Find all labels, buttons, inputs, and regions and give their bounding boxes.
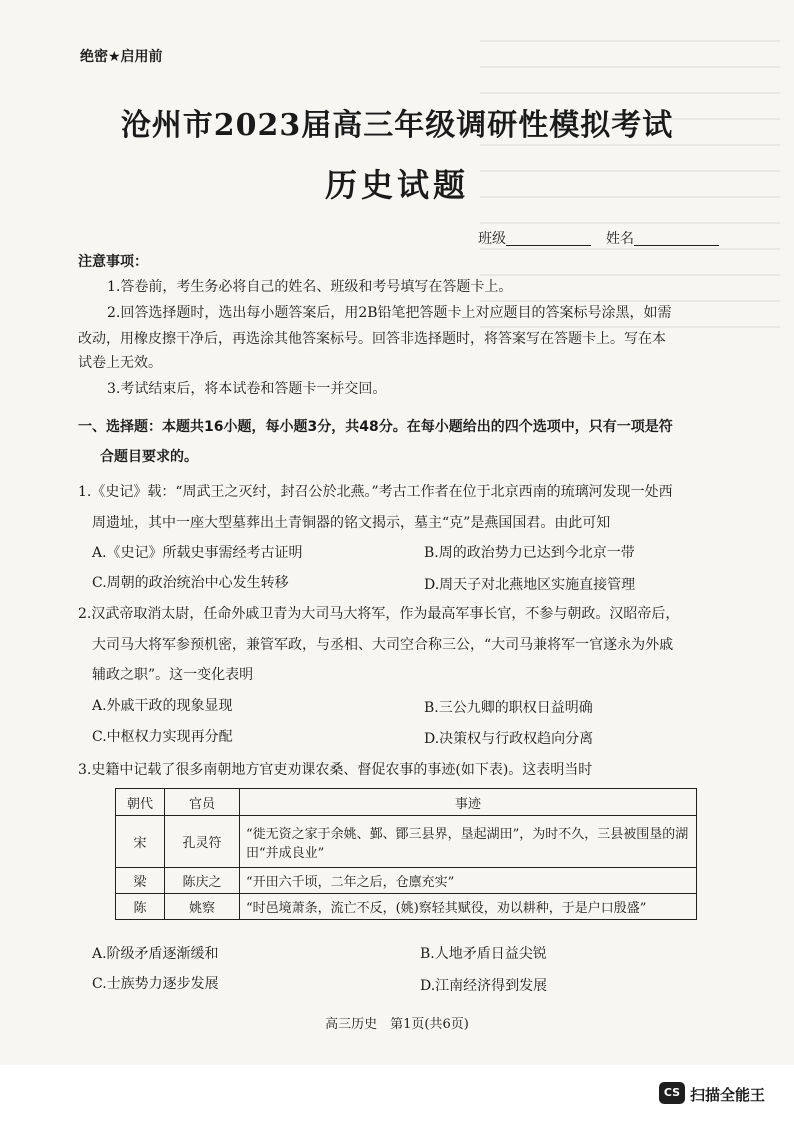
q3-option-b: B.人地矛盾日益尖锐 <box>420 946 547 962</box>
note-item: 2.回答选择题时，选出每小题答案后，用2B铅笔把答题卡上对应题目的答案标号涂黑，如需 <box>107 305 672 321</box>
q1-stem: 1.《史记》载：“周武王之灭纣，封召公於北燕。”考古工作者在位于北京西南的琉璃河发现一处西 <box>78 484 673 500</box>
q2-stem-cont: 大司马大将军参预机密，兼管军政，与丞相、大司空合称三公，“大司马兼将军一官遂永为外戚 <box>92 637 674 653</box>
q1-option-c: C.周朝的政治统治中心发生转移 <box>92 575 289 591</box>
table-header: 朝代 <box>116 789 165 816</box>
note-item: 试卷上无效。 <box>78 355 162 371</box>
q1-option-d: D.周天子对北燕地区实施直接管理 <box>424 577 636 593</box>
table-header: 官员 <box>165 789 240 816</box>
q3-stem: 3.史籍中记载了很多南朝地方官吏劝课农桑、督促农事的事迹(如下表)。这表明当时 <box>78 762 593 778</box>
section-heading: 一、选择题：本题共16小题，每小题3分，共48分。在每小题给出的四个选项中，只有一项是符 <box>78 419 673 435</box>
class-field <box>478 228 591 248</box>
class-blank <box>506 231 591 246</box>
table-row <box>116 868 697 894</box>
page-footer: 高三历史 第1页(共6页) <box>325 1017 469 1032</box>
q3-option-d: D.江南经济得到发展 <box>420 978 548 994</box>
dynasty-cell: 宋 <box>116 816 165 868</box>
dynasty-cell: 陈 <box>116 894 165 920</box>
q3-table <box>115 788 697 920</box>
deed-cell: “时邑境萧条，流亡不反，(姚)察轻其赋役，劝以耕种，于是户口殷盛” <box>240 894 697 920</box>
exam-title: 沧州市2023届高三年级调研性模拟考试 <box>120 108 674 143</box>
dynasty-cell: 梁 <box>116 868 165 894</box>
camscanner-watermark: 扫描全能王 <box>690 1086 766 1104</box>
deed-cell <box>240 816 697 868</box>
table-row <box>116 816 697 868</box>
notes-heading: 注意事项： <box>78 254 148 270</box>
deed-cell: “开田六千顷，二年之后，仓廪充实” <box>240 868 697 894</box>
q1-stem-cont: 周遗址，其中一座大型墓葬出土青铜器的铭文揭示，墓主“克”是燕国国君。由此可知 <box>92 515 611 531</box>
table-row <box>116 894 697 920</box>
table-header-row <box>116 789 697 816</box>
q2-option-a: A.外戚干政的现象显现 <box>92 698 233 714</box>
deed-line: 田“并成良业” <box>246 845 325 861</box>
class-label: 班级 <box>478 231 506 247</box>
official-cell: 孔灵符 <box>165 816 240 868</box>
q3-option-a: A.阶级矛盾逐渐缓和 <box>92 946 219 962</box>
q2-stem-cont: 辅政之职”。这一变化表明 <box>92 667 254 683</box>
name-field <box>606 228 719 248</box>
note-item: 改动，用橡皮擦干净后，再选涂其他答案标号。回答非选择题时，将答案写在答题卡上。写在本 <box>78 331 666 347</box>
q2-option-b: B.三公九卿的职权日益明确 <box>424 700 593 716</box>
section-heading-cont: 合题目要求的。 <box>100 449 198 465</box>
subject-title: 历史试题 <box>324 166 469 204</box>
q1-option-a: A.《史记》所载史事需经考古证明 <box>92 545 303 561</box>
q2-option-c: C.中枢权力实现再分配 <box>92 729 233 745</box>
q3-option-c: C.士族势力逐步发展 <box>92 976 219 992</box>
note-item: 3.考试结束后，将本试卷和答题卡一并交回。 <box>107 381 387 397</box>
deed-line: “徙无资之家于余姚、鄞、鄮三县界，垦起湖田”，为时不久，三县被围垦的湖 <box>246 826 689 842</box>
note-item: 1.答卷前，考生务必将自己的姓名、班级和考号填写在答题卡上。 <box>107 279 513 295</box>
q2-option-d: D.决策权与行政权趋向分离 <box>424 731 594 747</box>
q2-stem: 2.汉武帝取消太尉，任命外戚卫青为大司马大将军，作为最高军事长官，不参与朝政。汉昭帝后， <box>78 606 680 622</box>
confidential-label: 绝密★启用前 <box>80 49 163 65</box>
official-cell: 姚察 <box>165 894 240 920</box>
name-label: 姓名 <box>606 231 634 247</box>
camscanner-logo-icon: CS <box>659 1082 685 1104</box>
q1-option-b: B.周的政治势力已达到今北京一带 <box>424 545 635 561</box>
official-cell: 陈庆之 <box>165 868 240 894</box>
name-blank <box>634 231 719 246</box>
table-header: 事迹 <box>240 789 697 816</box>
